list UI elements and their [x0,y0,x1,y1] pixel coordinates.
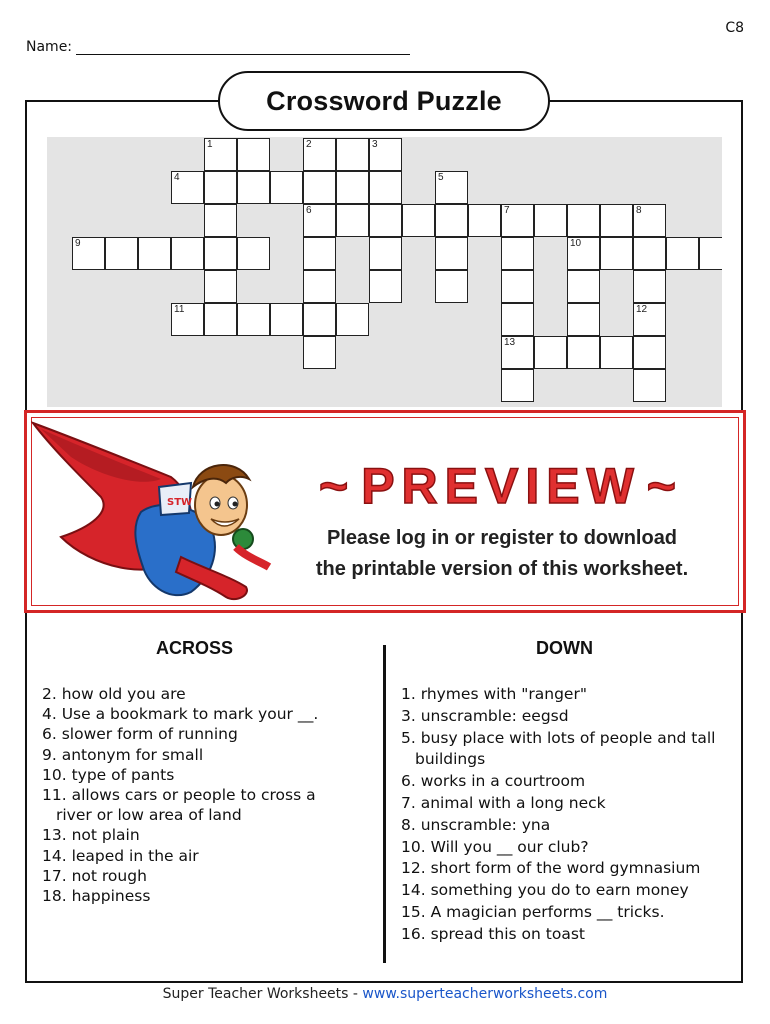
crossword-cell[interactable] [468,204,501,237]
crossword-cell[interactable] [303,336,336,369]
crossword-cell[interactable] [303,303,336,336]
crossword-cell[interactable] [369,204,402,237]
crossword-cell[interactable] [369,138,402,171]
crossword-cell[interactable] [204,237,237,270]
clue-number: 3 [372,139,378,150]
clue-number: 8 [636,205,642,216]
crossword-cell[interactable] [699,237,722,270]
crossword-cell[interactable] [633,204,666,237]
crossword-cell[interactable] [633,336,666,369]
crossword-cell[interactable] [501,336,534,369]
preview-tilde-right: ~ [646,458,683,514]
crossword-cell[interactable] [138,237,171,270]
clue-number: 6 [306,205,312,216]
clue-number: 2 [306,139,312,150]
crossword-cell[interactable] [435,204,468,237]
crossword-cell[interactable] [534,204,567,237]
footer-link[interactable]: www.superteacherworksheets.com [362,986,608,1002]
crossword-cell[interactable] [600,336,633,369]
across-clue: 17. not rough [42,866,147,885]
name-line[interactable] [76,39,410,55]
down-clue: 8. unscramble: yna [401,815,551,834]
clue-number: 13 [504,337,516,348]
crossword-cell[interactable] [237,138,270,171]
crossword-cell[interactable] [303,270,336,303]
preview-message-line2: the printable version of this worksheet. [315,558,689,580]
across-clue: 18. happiness [42,887,151,906]
crossword-cell[interactable] [435,237,468,270]
crossword-cell[interactable] [303,237,336,270]
across-clue: 13. not plain [42,826,140,845]
preview-title [271,457,731,515]
crossword-cell[interactable] [336,138,369,171]
preview-banner [24,410,746,613]
crossword-cell[interactable] [204,171,237,204]
preview-word: PREVIEW [361,458,641,514]
crossword-cell[interactable] [204,303,237,336]
crossword-cell[interactable] [336,204,369,237]
crossword-cell[interactable] [369,237,402,270]
crossword-cell[interactable] [501,303,534,336]
clue-number: 10 [570,238,582,249]
crossword-cell[interactable] [204,270,237,303]
crossword-cell[interactable] [534,336,567,369]
clue-number: 9 [75,238,81,249]
crossword-cell[interactable] [501,204,534,237]
crossword-cell[interactable] [633,237,666,270]
name-label: Name: [26,39,73,55]
down-clue: 7. animal with a long neck [401,793,606,812]
crossword-cell[interactable] [171,171,204,204]
clue-number: 11 [174,304,185,315]
preview-message [272,523,732,585]
clue-number: 7 [504,205,510,216]
crossword-cell[interactable] [567,204,600,237]
crossword-cell[interactable] [105,237,138,270]
crossword-cell[interactable] [567,237,600,270]
down-clue: 10. Will you __ our club? [401,837,589,856]
across-heading: ACROSS [156,638,234,658]
crossword-cell[interactable] [270,303,303,336]
down-clue: 16. spread this on toast [401,924,585,943]
crossword-cell[interactable] [171,303,204,336]
superhero-mascot-icon [31,417,281,607]
crossword-cell[interactable] [435,171,468,204]
crossword-cell[interactable] [336,171,369,204]
down-heading: DOWN [536,638,593,658]
footer [0,986,770,1002]
crossword-cell[interactable] [369,270,402,303]
across-clue: 10. type of pants [42,765,175,784]
crossword-cell[interactable] [501,237,534,270]
down-clue-list [401,684,731,946]
crossword-cell[interactable] [501,270,534,303]
crossword-cell[interactable] [270,171,303,204]
crossword-cell[interactable] [237,237,270,270]
crossword-cell[interactable] [204,138,237,171]
across-clue: 11. allows cars or people to cross a river or low area of land [42,786,316,825]
crossword-cell[interactable] [171,237,204,270]
page-title: Crossword Puzzle [218,71,550,131]
across-clue: 4. Use a bookmark to mark your __. [42,705,319,724]
crossword-cell[interactable] [600,204,633,237]
crossword-cell[interactable] [600,237,633,270]
crossword-cell[interactable] [237,303,270,336]
crossword-cell[interactable] [72,237,105,270]
crossword-grid [47,137,722,407]
worksheet-code: C8 [725,20,744,36]
crossword-cell[interactable] [567,270,600,303]
crossword-cell[interactable] [303,204,336,237]
crossword-cell[interactable] [369,171,402,204]
down-clue: 14. something you do to earn money [401,881,689,900]
crossword-cell[interactable] [336,303,369,336]
crossword-cell[interactable] [633,303,666,336]
footer-text: Super Teacher Worksheets - [162,986,363,1002]
clue-number: 4 [174,172,180,183]
across-clue: 14. leaped in the air [42,846,199,865]
down-clue: 3. unscramble: eegsd [401,706,569,725]
crossword-cell[interactable] [633,369,666,402]
crossword-cell[interactable] [633,270,666,303]
down-clue: 12. short form of the word gymnasium [401,859,701,878]
down-clue: 5. busy place with lots of people and tall buildings [401,728,716,769]
crossword-cell[interactable] [501,369,534,402]
preview-message-line1: Please log in or register to download [326,527,678,549]
crossword-cell[interactable] [303,138,336,171]
crossword-cell[interactable] [567,303,600,336]
clue-number: 1 [207,139,213,150]
crossword-cell[interactable] [666,237,699,270]
across-clue-list [42,684,342,906]
across-clue: 2. how old you are [42,685,186,703]
down-clue: 1. rhymes with "ranger" [401,685,587,703]
column-divider [383,645,386,963]
name-row [26,39,410,55]
down-clue: 15. A magician performs __ tricks. [401,902,665,921]
svg-text:STW: STW [167,497,193,508]
crossword-cell[interactable] [402,204,435,237]
crossword-cell[interactable] [204,204,237,237]
crossword-cell[interactable] [303,171,336,204]
clue-number: 5 [438,172,444,183]
across-clue: 6. slower form of running [42,725,238,744]
crossword-cell[interactable] [237,171,270,204]
crossword-cell[interactable] [435,270,468,303]
across-clue: 9. antonym for small [42,745,204,764]
preview-tilde-left: ~ [319,458,356,514]
down-clue: 6. works in a courtroom [401,772,586,791]
crossword-cell[interactable] [567,336,600,369]
clue-number: 12 [636,304,648,315]
